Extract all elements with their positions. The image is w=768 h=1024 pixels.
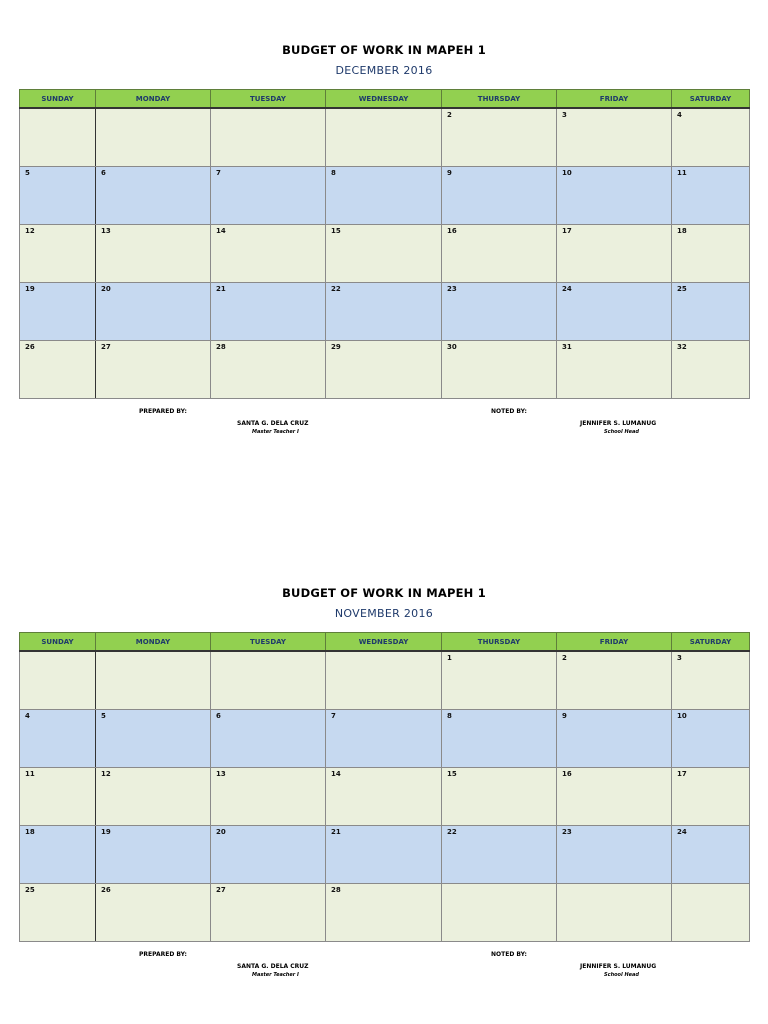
day-cell (96, 826, 211, 884)
day-cell (211, 884, 326, 942)
day-cell (96, 651, 211, 710)
day-cell (20, 710, 96, 768)
noted-by-label: NOTED BY: (491, 951, 527, 958)
month-label: DECEMBER 2016 (335, 64, 433, 77)
day-number (211, 109, 325, 111)
day-cell (442, 884, 557, 942)
weekday-header: SATURDAY (672, 633, 750, 652)
weekday-header: MONDAY (96, 633, 211, 652)
day-number: 16 (562, 770, 572, 778)
day-cell (672, 710, 750, 768)
week-row (20, 283, 750, 341)
day-number: 23 (447, 285, 457, 293)
day-cell (326, 108, 442, 167)
page-title: BUDGET OF WORK IN MAPEH 1 (282, 43, 486, 57)
day-cell (442, 341, 557, 399)
week-row (20, 710, 750, 768)
weekday-header: THURSDAY (442, 90, 557, 109)
day-cell (20, 826, 96, 884)
page-title: BUDGET OF WORK IN MAPEH 1 (282, 586, 486, 600)
noted-by-name: JENNIFER S. LUMANUG (580, 420, 657, 427)
day-number (442, 884, 556, 886)
day-number: 13 (101, 227, 111, 235)
month-label: NOVEMBER 2016 (334, 607, 434, 620)
day-number: 20 (216, 828, 226, 836)
day-number: 13 (216, 770, 226, 778)
weekday-header: MONDAY (96, 90, 211, 109)
day-number: 23 (562, 828, 572, 836)
day-number: 7 (216, 169, 221, 177)
day-number: 25 (25, 886, 35, 894)
week-row (20, 108, 750, 167)
day-number: 4 (677, 111, 682, 119)
weekday-header: FRIDAY (557, 633, 672, 652)
day-number: 15 (447, 770, 457, 778)
day-cell (557, 710, 672, 768)
day-cell (326, 826, 442, 884)
day-number: 24 (677, 828, 687, 836)
day-cell (672, 225, 750, 283)
day-number: 15 (331, 227, 341, 235)
day-cell (557, 225, 672, 283)
day-number: 29 (331, 343, 341, 351)
day-number: 17 (677, 770, 687, 778)
day-number: 10 (562, 169, 572, 177)
prepared-by-label: PREPARED BY: (139, 951, 187, 958)
day-number: 6 (101, 169, 106, 177)
day-number (326, 109, 441, 111)
prepared-by-name: SANTA G. DELA CRUZ (237, 963, 309, 970)
day-number: 20 (101, 285, 111, 293)
day-number: 11 (25, 770, 35, 778)
day-cell (672, 884, 750, 942)
weekday-header: THURSDAY (442, 633, 557, 652)
day-number: 27 (216, 886, 226, 894)
day-number: 19 (25, 285, 35, 293)
day-cell (442, 108, 557, 167)
day-number (20, 652, 95, 654)
day-cell (211, 826, 326, 884)
day-number: 22 (447, 828, 457, 836)
day-cell (20, 225, 96, 283)
day-cell (20, 341, 96, 399)
day-number: 21 (331, 828, 341, 836)
day-cell (557, 884, 672, 942)
week-row (20, 225, 750, 283)
day-cell (326, 225, 442, 283)
day-cell (442, 651, 557, 710)
weekday-header: FRIDAY (557, 90, 672, 109)
day-cell (96, 710, 211, 768)
day-number: 32 (677, 343, 687, 351)
week-row (20, 826, 750, 884)
day-number: 26 (25, 343, 35, 351)
day-number (326, 652, 441, 654)
day-number: 8 (447, 712, 452, 720)
day-cell (672, 108, 750, 167)
day-cell (326, 710, 442, 768)
day-cell (211, 167, 326, 225)
week-row (20, 651, 750, 710)
day-number: 9 (447, 169, 452, 177)
day-cell (442, 283, 557, 341)
day-number: 12 (101, 770, 111, 778)
day-number: 22 (331, 285, 341, 293)
day-cell (96, 283, 211, 341)
day-number: 2 (447, 111, 452, 119)
day-number: 11 (677, 169, 687, 177)
day-number: 16 (447, 227, 457, 235)
day-number: 17 (562, 227, 572, 235)
weekday-header-row (20, 633, 750, 652)
day-number: 18 (25, 828, 35, 836)
day-cell (20, 651, 96, 710)
prepared-by-label: PREPARED BY: (139, 408, 187, 415)
noted-by-name: JENNIFER S. LUMANUG (580, 963, 657, 970)
day-cell (211, 283, 326, 341)
day-cell (326, 884, 442, 942)
day-cell (211, 108, 326, 167)
day-number: 14 (216, 227, 226, 235)
day-number (96, 652, 210, 654)
weekday-header: SUNDAY (20, 90, 96, 109)
day-cell (442, 710, 557, 768)
day-cell (20, 768, 96, 826)
day-number: 8 (331, 169, 336, 177)
day-number: 5 (25, 169, 30, 177)
day-cell (557, 167, 672, 225)
day-number: 7 (331, 712, 336, 720)
week-row (20, 884, 750, 942)
day-cell (96, 225, 211, 283)
day-number: 14 (331, 770, 341, 778)
prepared-by-name: SANTA G. DELA CRUZ (237, 420, 309, 427)
day-number: 31 (562, 343, 572, 351)
day-number: 2 (562, 654, 567, 662)
week-row (20, 341, 750, 399)
day-cell (326, 167, 442, 225)
day-cell (20, 884, 96, 942)
day-cell (326, 341, 442, 399)
weekday-header: WEDNESDAY (326, 90, 442, 109)
day-number (557, 884, 671, 886)
day-cell (557, 651, 672, 710)
day-number: 12 (25, 227, 35, 235)
day-number: 19 (101, 828, 111, 836)
day-number: 3 (562, 111, 567, 119)
day-number: 21 (216, 285, 226, 293)
day-cell (20, 283, 96, 341)
noted-by-label: NOTED BY: (491, 408, 527, 415)
day-cell (96, 768, 211, 826)
day-cell (211, 651, 326, 710)
day-cell (96, 884, 211, 942)
day-cell (96, 108, 211, 167)
day-number (20, 109, 95, 111)
weekday-header: TUESDAY (211, 633, 326, 652)
day-cell (672, 768, 750, 826)
prepared-by-role: Master Teacher I (252, 972, 299, 978)
week-row (20, 167, 750, 225)
day-cell (326, 768, 442, 826)
day-number: 5 (101, 712, 106, 720)
day-number: 3 (677, 654, 682, 662)
day-cell (557, 826, 672, 884)
noted-by-role: School Head (604, 429, 639, 435)
day-cell (96, 167, 211, 225)
day-number: 30 (447, 343, 457, 351)
day-number: 27 (101, 343, 111, 351)
day-number: 28 (216, 343, 226, 351)
weekday-header: SATURDAY (672, 90, 750, 109)
day-cell (557, 341, 672, 399)
day-cell (211, 341, 326, 399)
prepared-by-role: Master Teacher I (252, 429, 299, 435)
day-number: 4 (25, 712, 30, 720)
day-number: 28 (331, 886, 341, 894)
day-number: 26 (101, 886, 111, 894)
day-cell (96, 341, 211, 399)
day-number: 6 (216, 712, 221, 720)
day-cell (557, 108, 672, 167)
day-cell (672, 283, 750, 341)
day-number: 25 (677, 285, 687, 293)
weekday-header: WEDNESDAY (326, 633, 442, 652)
day-cell (442, 225, 557, 283)
day-cell (442, 826, 557, 884)
day-number (672, 884, 749, 886)
weekday-header-row (20, 90, 750, 109)
calendar-grid (19, 89, 750, 399)
day-cell (557, 283, 672, 341)
week-row (20, 768, 750, 826)
noted-by-role: School Head (604, 972, 639, 978)
calendar-grid (19, 632, 750, 942)
day-cell (672, 826, 750, 884)
day-cell (326, 283, 442, 341)
day-cell (557, 768, 672, 826)
day-cell (326, 651, 442, 710)
day-number: 1 (447, 654, 452, 662)
day-number (211, 652, 325, 654)
day-cell (672, 167, 750, 225)
day-number: 10 (677, 712, 687, 720)
weekday-header: SUNDAY (20, 633, 96, 652)
day-cell (442, 167, 557, 225)
day-cell (672, 341, 750, 399)
day-cell (20, 167, 96, 225)
day-number: 9 (562, 712, 567, 720)
day-cell (672, 651, 750, 710)
day-cell (211, 768, 326, 826)
day-cell (211, 710, 326, 768)
day-cell (211, 225, 326, 283)
day-number (96, 109, 210, 111)
weekday-header: TUESDAY (211, 90, 326, 109)
day-number: 24 (562, 285, 572, 293)
day-number: 18 (677, 227, 687, 235)
day-cell (442, 768, 557, 826)
day-cell (20, 108, 96, 167)
